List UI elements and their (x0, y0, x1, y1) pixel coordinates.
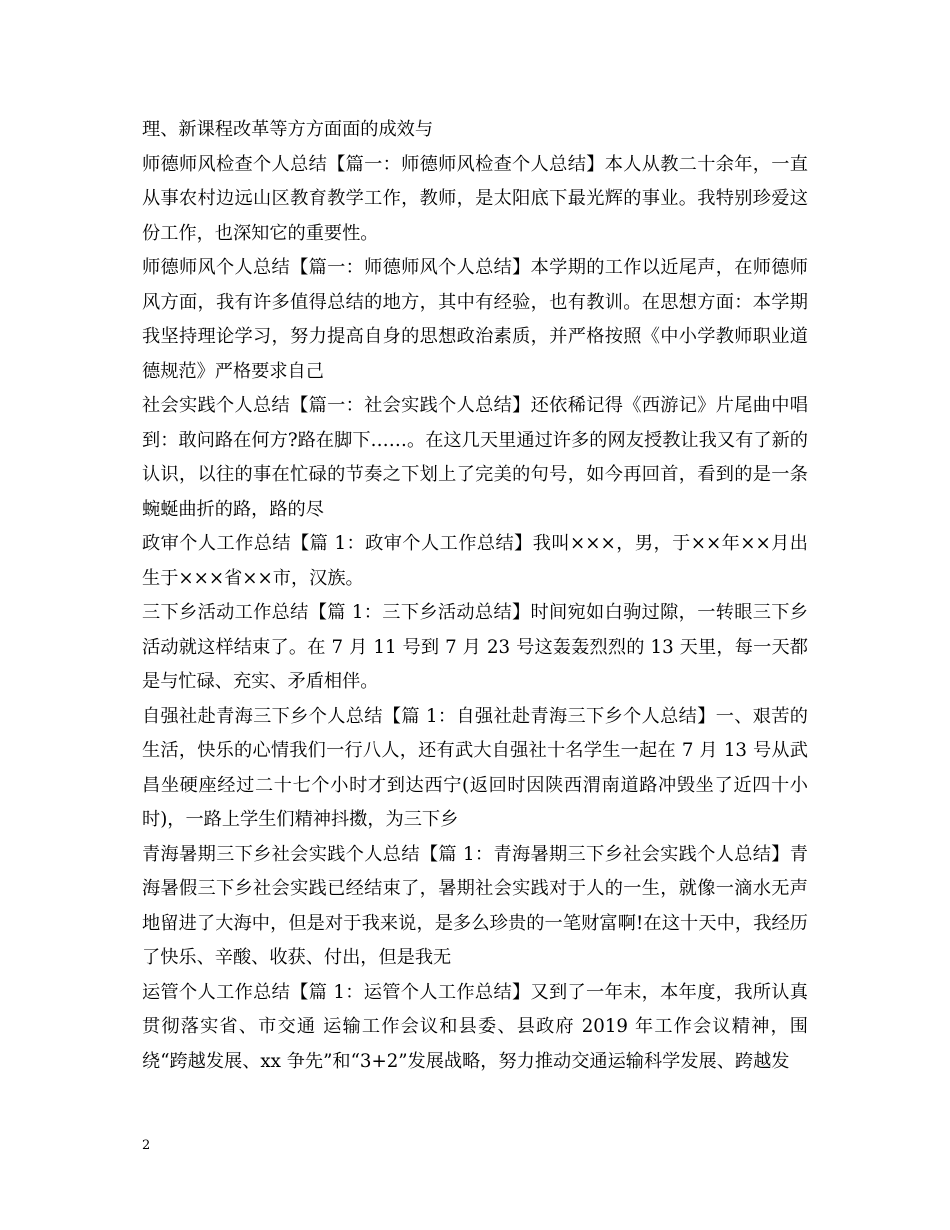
paragraph-transport-management: 运管个人工作总结【篇 1：运管个人工作总结】又到了一年末，本年度，我所认真贯彻落实省、市交通 运输工作会议和县委、县政府 2019 年工作会议精神，围绕“跨越发展、xx 争先”和“3+2”发展战略，努力推动交通运输科学发展、跨越发 (142, 981, 808, 1072)
paragraph-self-strengthening-society: 自强社赴青海三下乡个人总结【篇 1：自强社赴青海三下乡个人总结】一、艰苦的生活，快乐的心情我们一行八人，还有武大自强社十名学生一起在 7 月 13 号从武昌坐硬座经过二十七个小时才到达西宁(返回时因陕西渭南道路冲毁坐了近四十小时)，一路上学生们精神抖擞，为三下乡 (142, 705, 808, 830)
paragraph-qinghai-summer-practice: 青海暑期三下乡社会实践个人总结【篇 1：青海暑期三下乡社会实践个人总结】青海暑假三下乡社会实践已经结束了，暑期社会实践对于人的一生，就像一滴水无声地留进了大海中，但是对于我来说，是多么珍贵的一笔财富啊!在这十天中，我经历了快乐、辛酸、收获、付出，但是我无 (142, 843, 808, 968)
paragraph-social-practice: 社会实践个人总结【篇一：社会实践个人总结】还依稀记得《西游记》片尾曲中唱到：敢问路在何方?路在脚下……。在这几天里通过许多的网友授教让我又有了新的认识，以往的事在忙碌的节奏之下划上了完美的句号，如今再回首，看到的是一条蜿蜒曲折的路，路的尽 (142, 395, 808, 520)
paragraph-continuation: 理、新课程改革等方方面面的成效与 (142, 119, 434, 140)
paragraph-teacher-ethics-summary: 师德师风个人总结【篇一：师德师风个人总结】本学期的工作以近尾声，在师德师风方面，我有许多值得总结的地方，其中有经验，也有教训。在思想方面：本学期我坚持理论学习，努力提高自身的思想政治素质，并严格按照《中小学教师职业道德规范》严格要求自己 (142, 257, 808, 382)
paragraph-teacher-ethics-inspection: 师德师风检查个人总结【篇一：师德师风检查个人总结】本人从教二十余年，一直从事农村边远山区教育教学工作，教师，是太阳底下最光辉的事业。我特别珍爱这份工作，也深知它的重要性。 (142, 153, 808, 244)
page-number: 2 (142, 1138, 151, 1153)
paragraph-three-to-countryside: 三下乡活动工作总结【篇 1：三下乡活动总结】时间宛如白驹过隙，一转眼三下乡活动就这样结束了。在 7 月 11 号到 7 月 23 号这轰轰烈烈的 13 天里，每一天都是与忙碌、充实、矛盾相伴。 (142, 602, 808, 692)
paragraph-political-review: 政审个人工作总结【篇 1：政审个人工作总结】我叫×××，男，于××年××月出生于×××省××市，汉族。 (142, 533, 808, 589)
document-body (142, 113, 808, 1079)
